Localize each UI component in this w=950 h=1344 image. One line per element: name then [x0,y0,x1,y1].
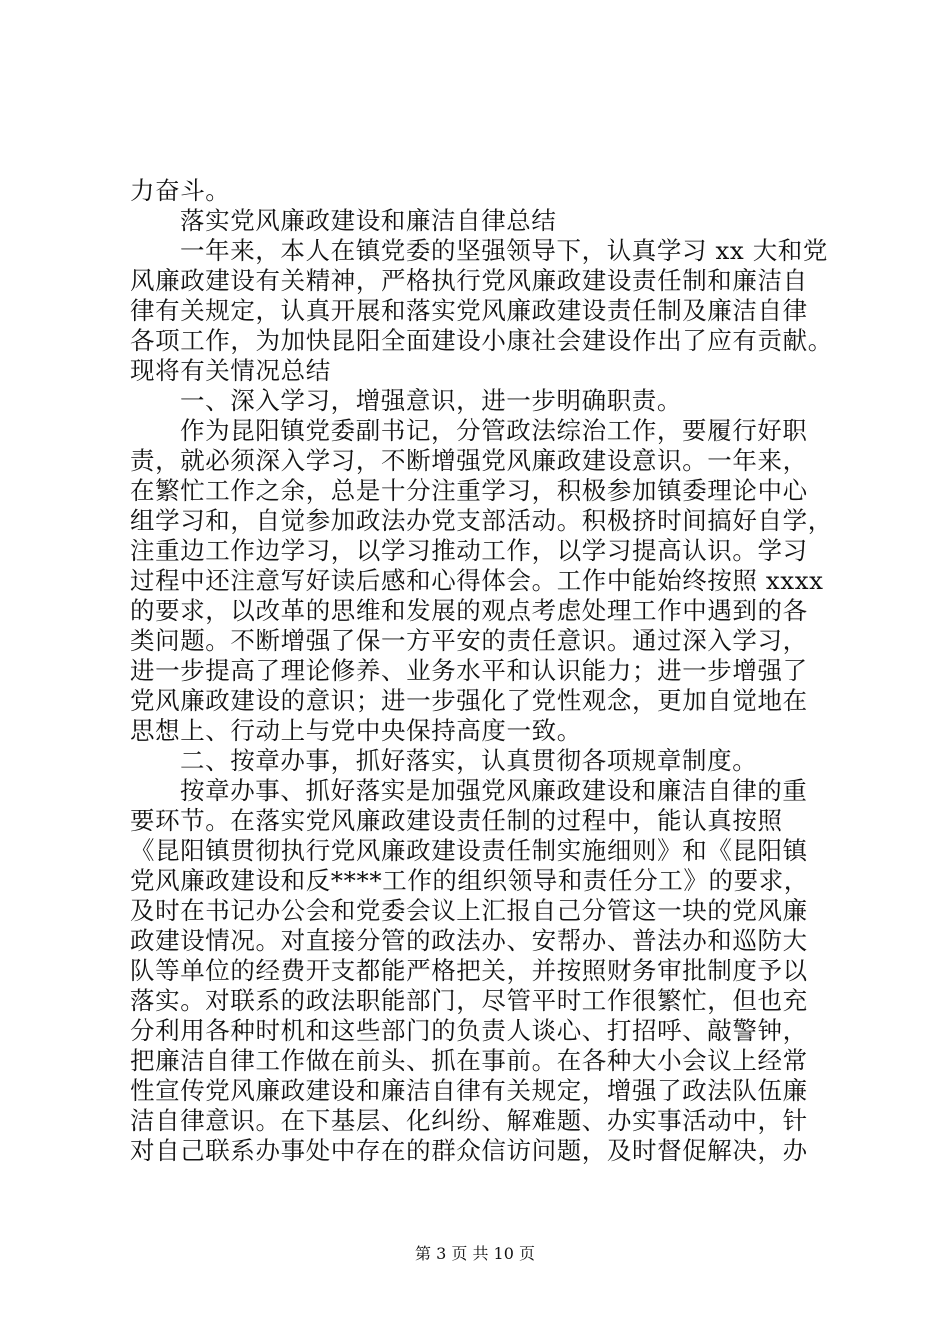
text-line: 把廉洁自律工作做在前头、抓在事前。在各种大小会议上经常 [130,1046,808,1075]
text-line: 组学习和，自觉参加政法办党支部活动。积极挤时间搞好自学， [130,506,833,535]
text-line: 各项工作，为加快昆阳全面建设小康社会建设作出了应有贡献。 [130,326,833,355]
text-line: 作为昆阳镇党委副书记，分管政法综治工作，要履行好职 [180,416,808,445]
text-line: 律有关规定，认真开展和落实党风廉政建设责任制及廉洁自律 [130,296,808,325]
text-line: 对自己联系办事处中存在的群众信访问题，及时督促解决，办 [130,1136,808,1165]
section-heading: 一、深入学习，增强意识，进一步明确职责。 [180,386,682,415]
text-line: 思想上、行动上与党中央保持高度一致。 [130,716,582,745]
text-line: 现将有关情况总结 [130,356,331,385]
text-line: 的要求，以改革的思维和发展的观点考虑处理工作中遇到的各 [130,596,808,625]
text-line: 党风廉政建设的意识；进一步强化了党性观念，更加自觉地在 [130,686,808,715]
section-heading: 二、按章办事，抓好落实，认真贯彻各项规章制度。 [180,746,758,775]
text-line: 力奋斗。 [130,176,231,205]
text-line: 一年来，本人在镇党委的坚强领导下，认真学习 xx 大和党 [180,236,829,265]
document-body [130,176,834,1166]
text-line: 分利用各种时机和这些部门的负责人谈心、打招呼、敲警钟， [130,1016,808,1045]
section-title: 落实党风廉政建设和廉洁自律总结 [180,206,557,235]
text-line: 政建设情况。对直接分管的政法办、安帮办、普法办和巡防大 [130,926,808,955]
text-line: 过程中还注意写好读后感和心得体会。工作中能始终按照 xxxx [130,566,824,595]
text-line: 责，就必须深入学习，不断增强党风廉政建设意识。一年来， [130,446,808,475]
text-line: 按章办事、抓好落实是加强党风廉政建设和廉洁自律的重 [180,776,808,805]
text-line: 注重边工作边学习，以学习推动工作，以学习提高认识。学习 [130,536,808,565]
text-line: 进一步提高了理论修养、业务水平和认识能力；进一步增强了 [130,656,808,685]
text-line: 落实。对联系的政法职能部门，尽管平时工作很繁忙，但也充 [130,986,808,1015]
text-line: 类问题。不断增强了保一方平安的责任意识。通过深入学习， [130,626,808,655]
text-line: 在繁忙工作之余，总是十分注重学习，积极参加镇委理论中心 [130,476,808,505]
text-line: 《昆阳镇贯彻执行党风廉政建设责任制实施细则》和《昆阳镇 [130,836,808,865]
text-line: 风廉政建设有关精神，严格执行党风廉政建设责任制和廉洁自 [130,266,808,295]
text-line: 性宣传党风廉政建设和廉洁自律有关规定，增强了政法队伍廉 [130,1076,808,1105]
page-number: 第 3 页 共 10 页 [415,1244,535,1263]
text-line: 洁自律意识。在下基层、化纠纷、解难题、办实事活动中，针 [130,1106,808,1135]
text-line: 党风廉政建设和反****工作的组织领导和责任分工》的要求， [130,866,809,895]
text-line: 及时在书记办公会和党委会议上汇报自己分管这一块的党风廉 [130,896,808,925]
text-line: 队等单位的经费开支都能严格把关，并按照财务审批制度予以 [130,956,808,985]
text-line: 要环节。在落实党风廉政建设责任制的过程中，能认真按照 [130,806,783,835]
page-footer [0,1244,950,1264]
